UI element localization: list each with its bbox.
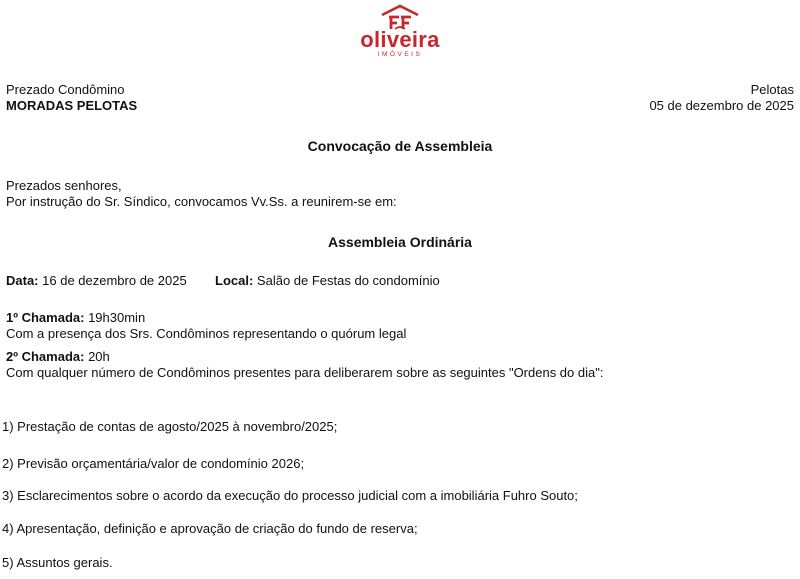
second-call-time: 20h: [88, 349, 110, 364]
letter-date: 05 de dezembro de 2025: [649, 98, 794, 113]
recipient-line: Prezado Condômino: [6, 82, 125, 97]
agenda-item: 5) Assuntos gerais.: [2, 555, 113, 570]
intro-text: Por instrução do Sr. Síndico, convocamos Vv.Ss. a reunirem-se em:: [6, 194, 397, 209]
logo-wordmark: oliveira: [360, 27, 440, 52]
first-call-description: Com a presença dos Srs. Condôminos representando o quórum legal: [6, 326, 407, 341]
logo-subtitle: IMÓVEIS: [377, 51, 423, 58]
second-call-label: 2º Chamada:: [6, 349, 85, 364]
agenda-item: 3) Esclarecimentos sobre o acordo da execução do processo judicial com a imobiliária Fuhro Souto;: [2, 488, 578, 503]
second-call: [6, 349, 110, 365]
greeting: Prezados senhores,: [6, 178, 122, 193]
meeting-location-label: Local:: [215, 273, 254, 288]
meeting-date-value: 16 de dezembro de 2025: [42, 273, 187, 288]
second-call-description: Com qualquer número de Condôminos presentes para deliberarem sobre as seguintes "Ordens do dia":: [6, 365, 604, 380]
meeting-date-label: Data:: [6, 273, 39, 288]
first-call: [6, 310, 145, 326]
assembly-type: Assembleia Ordinária: [328, 234, 472, 250]
document-title: Convocação de Assembleia: [307, 138, 493, 154]
agenda-item: 1) Prestação de contas de agosto/2025 à novembro/2025;: [2, 419, 338, 434]
letter-city: Pelotas: [750, 82, 794, 97]
meeting-location: [215, 273, 440, 289]
recipient-condominium: MORADAS PELOTAS: [6, 98, 138, 113]
meeting-location-value: Salão de Festas do condomínio: [256, 273, 440, 288]
first-call-time: 19h30min: [88, 310, 146, 325]
company-logo: [348, 2, 452, 62]
first-call-label: 1º Chamada:: [6, 310, 85, 325]
agenda-item: 2) Previsão orçamentária/valor de condomínio 2026;: [2, 456, 305, 471]
meeting-date: [6, 273, 187, 289]
agenda-item: 4) Apresentação, definição e aprovação de criação do fundo de reserva;: [2, 521, 418, 536]
